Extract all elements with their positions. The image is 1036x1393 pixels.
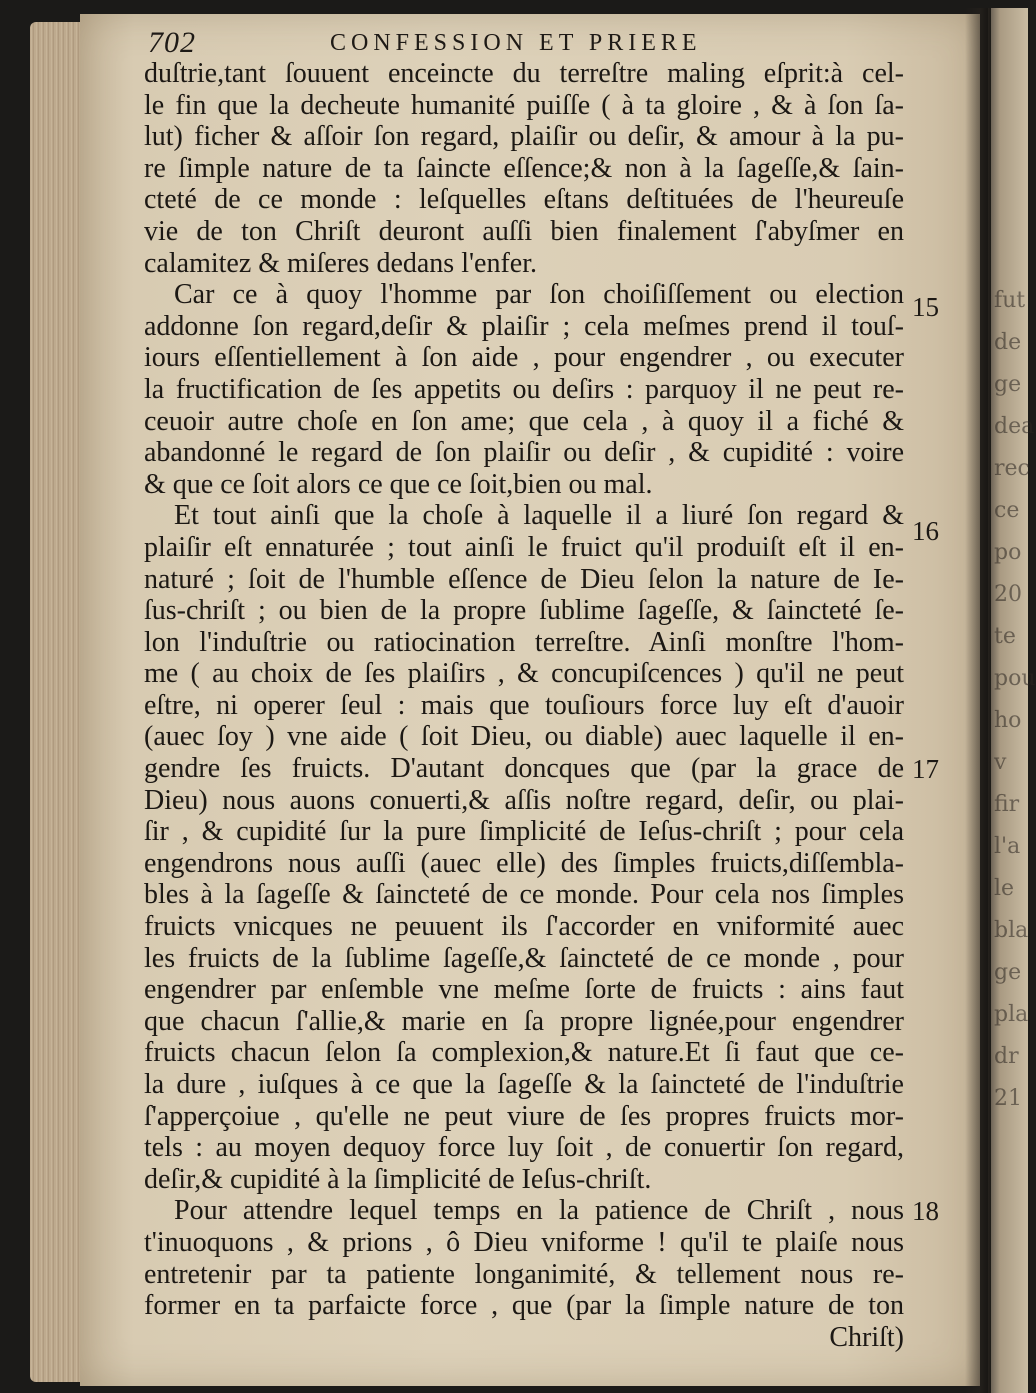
text-line: calamitez & miſeres dedans l'enfer. <box>144 247 537 279</box>
text-line: re ſimple nature de ta ſaincte eſſence;& non à la ſageſſe,& ſain- <box>144 152 904 184</box>
text-line: plaiſir eſt ennaturée ; tout ainſi le fruict qu'il produiſt eſt il en- <box>144 531 904 563</box>
text-line: naturé ; ſoit de l'humble eſſence de Dieu ſelon la nature de Ie- <box>144 563 904 595</box>
adjacent-fragment: rec <box>994 456 1030 481</box>
text-line: gendre ſes fruicts. D'autant doncques que (par la grace de <box>144 753 904 785</box>
catchword: Chriſt) <box>829 1321 904 1353</box>
adjacent-fragment: fir <box>994 792 1020 817</box>
text-line: fruicts vnicques ne peuuent ils ſ'accorder en vniformité auec <box>144 911 904 943</box>
text-line: entretenir par ta patiente longanimité, & tellement nous re- <box>144 1258 904 1290</box>
adjacent-fragment: ge <box>994 372 1022 397</box>
adjacent-fragment: te <box>994 624 1016 649</box>
page-header <box>148 26 908 60</box>
adjacent-fragment: ge <box>994 960 1022 985</box>
text-line: duſtrie,tant ſouuent enceincte du terreſtre maling eſprit:à cel- <box>144 58 904 89</box>
adjacent-fragment: le <box>994 876 1015 901</box>
gutter-shadow <box>965 8 991 1393</box>
text-line: (auec ſoy ) vne aide ( ſoit Dieu, ou diable) auec laquelle il en- <box>144 721 904 753</box>
text-line: t'inuoquons , & prions , ô Dieu vniforme ! qu'il te plaiſe nous <box>144 1226 904 1258</box>
text-line: bles à la ſageſſe & ſaincteté de ce monde. Pour cela nos ſimples <box>144 879 904 911</box>
verse-number-15: 15 <box>912 292 939 322</box>
adjacent-fragment: de <box>994 330 1022 355</box>
verse-number-18: 18 <box>912 1196 939 1226</box>
text-line: Car ce à quoy l'homme par ſon choiſiſſement ou election <box>174 279 904 311</box>
text-line: lut) ficher & aſſoir ſon regard, plaiſir ou deſir, & amour à la pu- <box>144 121 904 153</box>
adjacent-page-text <box>994 280 1036 1120</box>
adjacent-fragment: bla <box>994 918 1029 943</box>
verse-number-16: 16 <box>912 516 939 546</box>
text-line: lon l'induſtrie ou ratiocination terreſtre. Ainſi monſtre l'hom- <box>144 626 904 658</box>
text-line: engendrer par enſemble vne meſme ſorte de fruicts : ains faut <box>144 974 904 1006</box>
verse-number-17: 17 <box>912 754 939 784</box>
text-line: iours eſſentiellement à ſon aide , pour engendrer , ou executer <box>144 342 904 374</box>
text-line: Dieu) nous auons conuerti,& aſſis noſtre regard, deſir, ou plai- <box>144 784 904 816</box>
text-line: ſir , & cupidité ſur la pure ſimplicité de Ieſus-chriſt ; pour cela <box>144 816 904 848</box>
adjacent-fragment: pla <box>994 1002 1029 1027</box>
adjacent-fragment: ce <box>994 498 1020 523</box>
text-line: me ( au choix de ſes plaiſirs , & concupiſcences ) qu'il ne peut <box>144 658 904 690</box>
adjacent-fragment: l'a <box>994 834 1021 859</box>
text-line: addonne ſon regard,deſir & plaiſir ; cela meſmes prend il touſ- <box>144 310 904 342</box>
adjacent-fragment: 21 <box>994 1086 1022 1111</box>
text-line: Et tout ainſi que la choſe à laquelle il a liuré ſon regard & <box>174 500 904 532</box>
text-line: eſtre, ni operer ſeul : mais que touſiours force luy eſt d'auoir <box>144 689 904 721</box>
adjacent-fragment: pou <box>994 666 1036 691</box>
text-line: vie de ton Chriſt deuront auſſi bien finalement ſ'abyſmer en <box>144 215 904 247</box>
text-line: que chacun ſ'allie,& marie en ſa propre lignée,pour engendrer <box>144 1005 904 1037</box>
body-text <box>144 58 904 1353</box>
text-line: fruicts chacun ſelon ſa complexion,& nature.Et ſi faut que ce- <box>144 1037 904 1069</box>
text-line: & que ce ſoit alors ce que ce ſoit,bien ou mal. <box>144 468 653 500</box>
text-line: ſ'apperçoiue , qu'elle ne peut viure de ſes propres fruicts mor- <box>144 1100 904 1132</box>
text-line: les fruicts de la ſublime ſageſſe,& ſaincteté de ce monde , pour <box>144 942 904 974</box>
text-line: la dure , iuſques à ce que la ſageſſe & la ſaincteté de l'induſtrie <box>144 1069 904 1100</box>
adjacent-fragment: dr <box>994 1044 1019 1069</box>
adjacent-fragment: v <box>994 750 1007 775</box>
text-line: engendrons nous auſſi (auec elle) des ſimples fruicts,diſſembla- <box>144 847 904 879</box>
adjacent-fragment: po <box>994 540 1022 565</box>
text-line: la fructification de ſes appetits ou deſirs : parquoy il ne peut re- <box>144 373 904 405</box>
adjacent-fragment: fut <box>994 288 1026 313</box>
text-line: cteté de ce monde : leſquelles eſtans deſtituées de l'heureuſe <box>144 184 904 216</box>
text-line: ceuoir autre choſe en ſon ame; que cela , à quoy il a fiché & <box>144 405 904 437</box>
text-line: deſir,& cupidité à la ſimplicité de Ieſus-chriſt. <box>144 1163 652 1195</box>
text-line: tels : au moyen dequoy force luy ſoit , de conuertir ſon regard, <box>144 1132 904 1164</box>
text-line: former en ta parfaicte force , que (par la ſimple nature de ton <box>144 1290 904 1322</box>
text-line: ſus-chriſt ; ou bien de la propre ſublime ſageſſe, & ſaincteté ſe- <box>144 595 904 627</box>
adjacent-fragment: dea <box>994 414 1035 439</box>
adjacent-fragment: 20 <box>994 582 1022 607</box>
text-line: le fin que la decheute humanité puiſſe ( à ta gloire , & à ſon ſa- <box>144 89 904 121</box>
text-line: abandonné le regard de ſon plaiſir ou deſir , & cupidité : voire <box>144 437 904 469</box>
adjacent-fragment: ho <box>994 708 1022 733</box>
text-line: Pour attendre lequel temps en la patience de Chriſt , nous <box>174 1195 904 1227</box>
page-number: 702 <box>148 26 196 59</box>
running-title: CONFESSION ET PRIERE <box>330 30 702 56</box>
